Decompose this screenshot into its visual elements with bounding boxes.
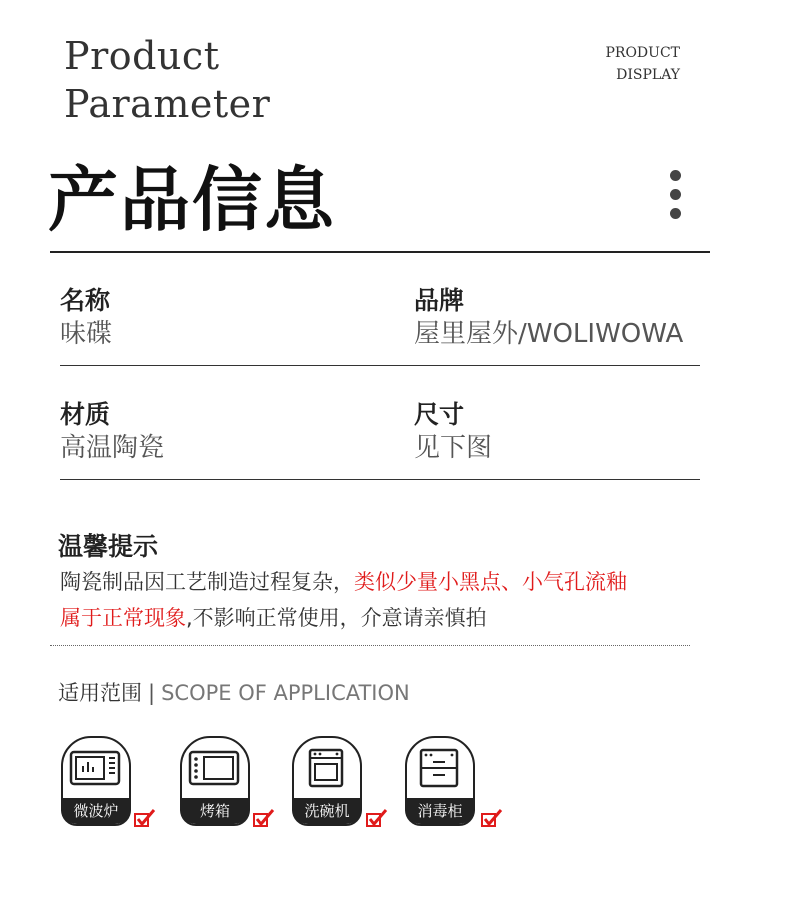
row-divider xyxy=(60,365,700,366)
row-divider xyxy=(60,479,700,480)
param-value: 高温陶瓷 xyxy=(60,433,165,463)
display-line1: PRODUCT xyxy=(605,45,680,61)
tips-text-red: 属于正常现象 xyxy=(60,606,186,630)
scope-heading xyxy=(58,678,410,708)
scope-cn: 适用范围 xyxy=(58,681,142,705)
param-name xyxy=(60,285,112,351)
appliance-label: 洗碗机 xyxy=(292,798,362,824)
param-material xyxy=(60,399,164,465)
title-cn: 产品信息 xyxy=(48,159,336,241)
tips-line-1 xyxy=(60,567,627,597)
appliance-oven xyxy=(180,736,250,826)
tips-line-2 xyxy=(60,603,487,633)
tips-divider xyxy=(50,645,690,646)
tips-text: ,不影响正常使用，介意请亲慎拍 xyxy=(186,606,487,630)
scope-en: SCOPE OF APPLICATION xyxy=(161,681,410,705)
param-label: 名称 xyxy=(60,286,111,315)
tips-text: 陶瓷制品因工艺制造过程复杂， xyxy=(60,570,354,594)
param-size xyxy=(414,399,492,465)
dishwasher-icon xyxy=(300,748,352,788)
oven-icon xyxy=(188,748,240,788)
title-en xyxy=(64,32,270,128)
appliance-label: 消毒柜 xyxy=(405,798,475,824)
scope-separator: | xyxy=(148,681,156,705)
param-value: 味碟 xyxy=(60,319,113,349)
param-label: 品牌 xyxy=(414,286,465,315)
display-label xyxy=(605,42,680,86)
tips-title: 温馨提示 xyxy=(58,532,159,561)
check-icon xyxy=(366,808,388,828)
title-en-line2: Parameter xyxy=(64,82,271,126)
appliance-sterilizer xyxy=(405,736,475,826)
title-en-line1: Product xyxy=(64,34,220,78)
appliance-label: 微波炉 xyxy=(61,798,131,824)
header-divider xyxy=(50,251,710,253)
param-label: 材质 xyxy=(60,400,111,429)
appliance-microwave xyxy=(61,736,131,826)
microwave-icon xyxy=(69,748,121,788)
param-brand xyxy=(414,285,683,351)
sterilizer-cabinet-icon xyxy=(413,748,465,788)
display-line2: DISPLAY xyxy=(616,67,680,83)
check-icon xyxy=(134,808,156,828)
appliance-dishwasher xyxy=(292,736,362,826)
param-label: 尺寸 xyxy=(414,400,465,429)
param-value: 见下图 xyxy=(414,433,493,463)
vertical-dots-icon xyxy=(670,170,684,222)
check-icon xyxy=(481,808,503,828)
check-icon xyxy=(253,808,275,828)
appliance-label: 烤箱 xyxy=(180,798,250,824)
param-value: 屋里屋外/WOLIWOWA xyxy=(414,319,684,349)
tips-text-red: 类似少量小黑点、小气孔流釉 xyxy=(354,570,627,594)
